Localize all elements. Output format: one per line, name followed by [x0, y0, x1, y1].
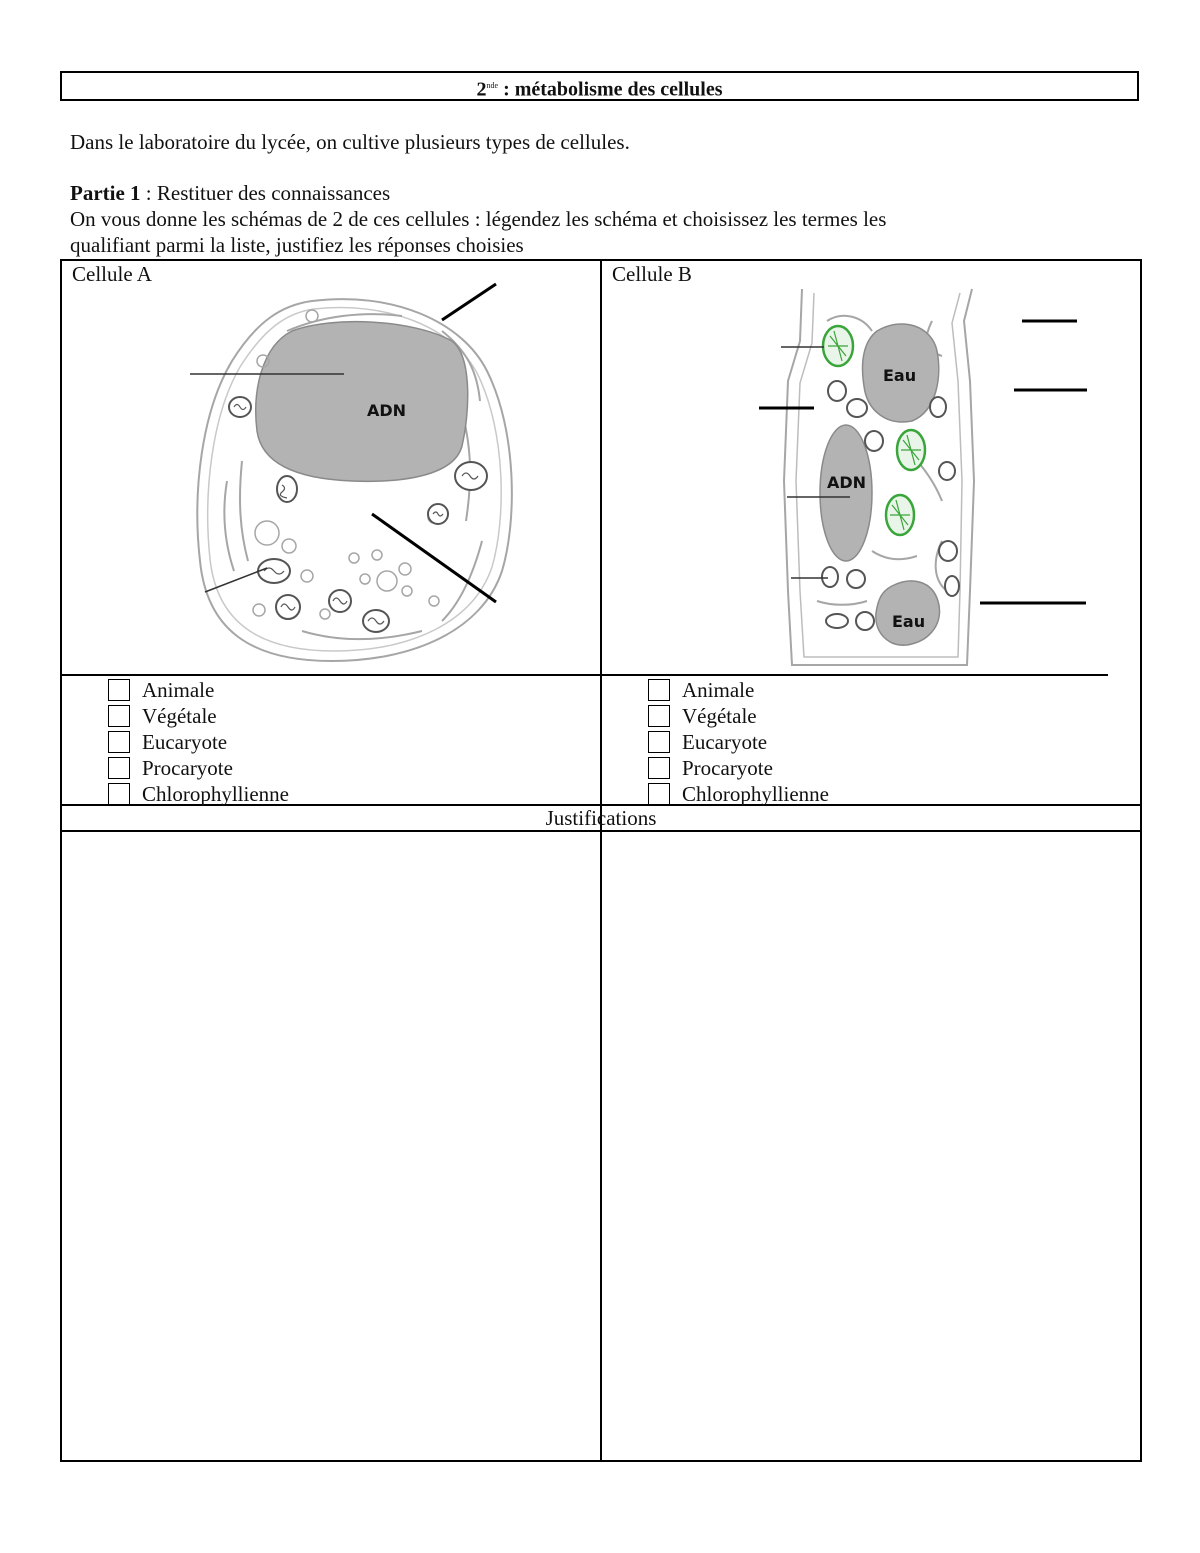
checkbox-animale-b[interactable] [648, 679, 670, 701]
justifications-header: Justifications [545, 806, 657, 830]
option-label: Végétale [142, 703, 217, 728]
cell-a-nucleus [256, 322, 468, 482]
cell-a-option [108, 781, 289, 807]
cell-a-options [108, 677, 289, 807]
option-label: Procaryote [142, 755, 233, 780]
cell-b-options [648, 677, 829, 807]
checkbox-animale-a[interactable] [108, 679, 130, 701]
cell-a-option [108, 677, 289, 703]
checkbox-chlorophyllienne-a[interactable] [108, 783, 130, 805]
option-label: Animale [142, 677, 215, 702]
worksheet-table [60, 259, 1142, 1462]
checkbox-chlorophyllienne-b[interactable] [648, 783, 670, 805]
partie-heading [70, 180, 390, 206]
title-text: : métabolisme des cellules [498, 78, 723, 101]
cell-b-option [648, 677, 829, 703]
cell-b-nucleus-label: ADN [827, 473, 867, 492]
checkbox-eucaryote-a[interactable] [108, 731, 130, 753]
title-prefix: 2 [476, 78, 487, 101]
cell-b-label: Cellule B [612, 262, 692, 286]
option-label: Eucaryote [142, 729, 228, 754]
option-label: Procaryote [682, 755, 773, 780]
cell-b-nucleus [820, 425, 872, 561]
cell-a-option [108, 755, 289, 781]
checkbox-vegetale-b[interactable] [648, 705, 670, 727]
cell-b-option [648, 729, 829, 755]
title-superscript: nde [486, 81, 499, 90]
checkbox-procaryote-a[interactable] [108, 757, 130, 779]
option-label: Chlorophyllienne [142, 781, 289, 806]
option-label: Chlorophyllienne [682, 781, 829, 806]
instruction-line-2: qualifiant parmi la liste, justifiez les réponses choisies [70, 233, 524, 257]
cell-a-label: Cellule A [72, 262, 152, 286]
justification-area-b[interactable] [602, 832, 1140, 1460]
row-divider-diagrams [62, 674, 1108, 676]
option-label: Animale [682, 677, 755, 702]
cell-b-vacuole-label-1: Eau [883, 366, 917, 385]
justification-area-a[interactable] [62, 832, 600, 1460]
cell-b-option [648, 781, 829, 807]
option-label: Végétale [682, 703, 757, 728]
cell-b-option [648, 755, 829, 781]
cell-a-diagram [62, 261, 600, 673]
cell-b-vacuole-label-2: Eau [892, 612, 926, 631]
option-label: Eucaryote [682, 729, 768, 754]
cell-b-option [648, 703, 829, 729]
checkbox-vegetale-a[interactable] [108, 705, 130, 727]
intro-text: Dans le laboratoire du lycée, on cultive plusieurs types de cellules. [70, 130, 630, 154]
cell-a-nucleus-label: ADN [367, 401, 407, 420]
cell-b-diagram [602, 261, 1140, 673]
partie-text: : Restituer des connaissances [140, 181, 391, 205]
partie-label: Partie 1 [70, 181, 141, 205]
cell-a-option [108, 703, 289, 729]
instruction-line-1: On vous donne les schémas de 2 de ces cellules : légendez les schéma et choisissez les termes les [70, 207, 887, 231]
cell-a-option [108, 729, 289, 755]
checkbox-procaryote-b[interactable] [648, 757, 670, 779]
checkbox-eucaryote-b[interactable] [648, 731, 670, 753]
page-title [60, 71, 1139, 101]
